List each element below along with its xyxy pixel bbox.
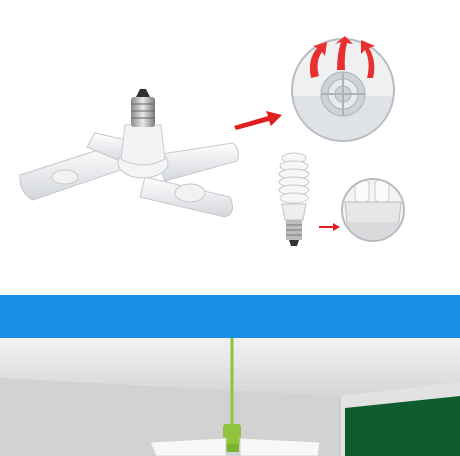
heat-vent-zoom-image — [289, 36, 397, 144]
scenario-photo — [0, 338, 460, 456]
cfl-base-zoom-image — [341, 178, 405, 242]
fan-bulb-image — [15, 85, 245, 225]
small-red-arrow-icon — [319, 222, 341, 232]
red-arrow-icon — [232, 108, 284, 132]
spiral-bulb-image — [272, 150, 316, 256]
section-banner — [0, 295, 460, 338]
